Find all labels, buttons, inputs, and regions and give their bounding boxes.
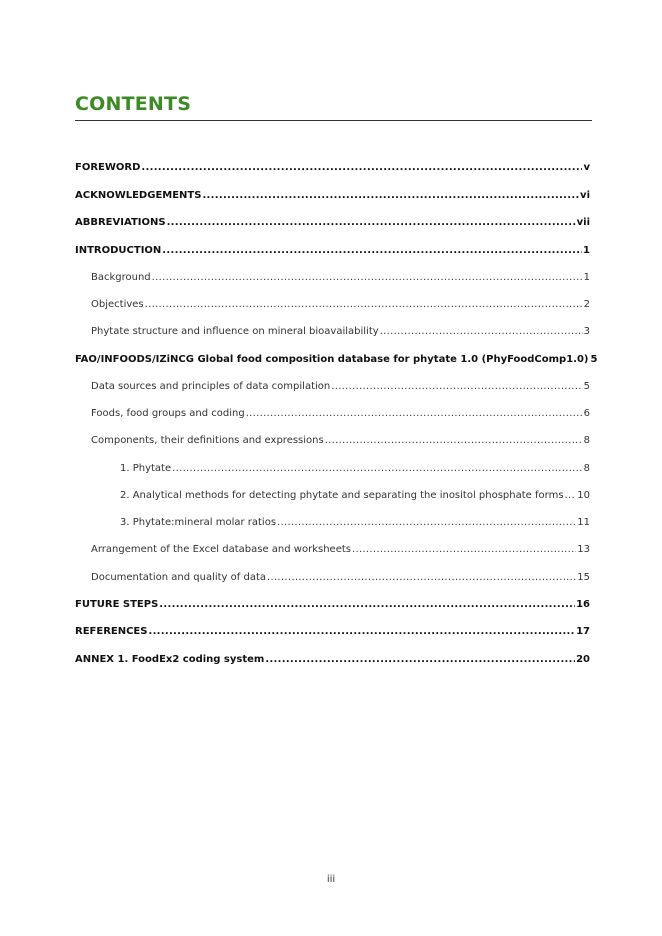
dot-leader — [267, 571, 576, 584]
toc-entry-components[interactable] — [91, 434, 590, 447]
toc-entry-page: 3 — [583, 326, 590, 337]
dot-leader — [352, 543, 576, 556]
toc-entry-molar-ratios[interactable] — [120, 516, 590, 529]
toc-entry-abbreviations[interactable] — [75, 216, 590, 229]
toc-entry-excel-arrangement[interactable] — [91, 543, 590, 556]
toc-entry-foods-coding[interactable] — [91, 407, 590, 420]
dot-leader — [380, 325, 583, 338]
toc-entry-page: 2 — [583, 299, 590, 310]
dot-leader — [152, 271, 583, 284]
dot-leader — [148, 625, 575, 638]
toc-entry-phyfoodcomp[interactable] — [75, 353, 598, 366]
toc-entry-page: 1 — [583, 245, 590, 256]
toc-entry-page: 6 — [583, 408, 590, 419]
dot-leader — [145, 298, 583, 311]
page-title: CONTENTS — [75, 93, 192, 115]
toc-entry-label: ABBREVIATIONS — [75, 217, 166, 228]
toc-entry-label: ACKNOWLEDGEMENTS — [75, 190, 202, 201]
toc-entry-label: REFERENCES — [75, 626, 148, 637]
dot-leader — [331, 380, 582, 393]
toc-entry-label: 3. Phytate:mineral molar ratios — [120, 517, 277, 528]
toc-entry-label: 2. Analytical methods for detecting phytate and separating the inositol phosphate forms — [120, 490, 564, 501]
toc-entry-page: 11 — [577, 517, 590, 528]
toc-entry-page: 15 — [577, 572, 590, 583]
toc-entry-label: Arrangement of the Excel database and worksheets — [91, 544, 351, 555]
toc-entry-label: ANNEX 1. FoodEx2 coding system — [75, 654, 265, 665]
dot-leader — [167, 216, 576, 229]
dot-leader — [246, 407, 583, 420]
dot-leader — [202, 189, 579, 202]
toc-entry-foreword[interactable] — [75, 161, 590, 174]
toc-entry-label: Data sources and principles of data compilation — [91, 381, 331, 392]
toc-entry-label: Foods, food groups and coding — [91, 408, 245, 419]
dot-leader — [265, 653, 575, 666]
toc-entry-future-steps[interactable] — [75, 598, 590, 611]
toc-entry-background[interactable] — [91, 271, 590, 284]
toc-entry-page: 16 — [576, 599, 590, 610]
toc-entry-phytate-structure[interactable] — [91, 325, 590, 338]
toc-entry-annex-1[interactable] — [75, 653, 590, 666]
dot-leader — [172, 462, 582, 475]
page-number-footer: iii — [326, 874, 336, 885]
toc-entry-label: FUTURE STEPS — [75, 599, 159, 610]
toc-entry-label: 1. Phytate — [120, 463, 172, 474]
toc-entry-page: 17 — [576, 626, 590, 637]
dot-leader — [325, 434, 583, 447]
dot-leader — [159, 598, 575, 611]
toc-entry-objectives[interactable] — [91, 298, 590, 311]
toc-entry-label: Phytate structure and influence on mineral bioavailability — [91, 326, 379, 337]
toc-entry-label: Objectives — [91, 299, 144, 310]
toc-entry-label: Background — [91, 272, 151, 283]
dot-leader — [162, 244, 582, 257]
toc-entry-label: FOREWORD — [75, 162, 141, 173]
dot-leader — [277, 516, 576, 529]
toc-entry-phytate[interactable] — [120, 462, 590, 475]
toc-entry-documentation[interactable] — [91, 571, 590, 584]
toc-entry-page: 5 — [590, 354, 598, 365]
toc-entry-page: 10 — [577, 490, 590, 501]
toc-entry-introduction[interactable] — [75, 244, 590, 257]
toc-entry-label: INTRODUCTION — [75, 245, 162, 256]
toc-entry-page: 5 — [583, 381, 590, 392]
toc-entry-data-sources[interactable] — [91, 380, 590, 393]
toc-entry-acknowledgements[interactable] — [75, 189, 590, 202]
dot-leader — [141, 161, 582, 174]
dot-leader — [565, 489, 577, 502]
toc-entry-page: 13 — [577, 544, 590, 555]
toc-entry-page: vii — [576, 217, 590, 228]
toc-entry-page: 8 — [583, 435, 590, 446]
toc-entry-page: 20 — [576, 654, 590, 665]
toc-entry-page: 1 — [583, 272, 590, 283]
toc-entry-page: vi — [580, 190, 590, 201]
toc-entry-label: Components, their definitions and expressions — [91, 435, 324, 446]
toc-entry-analytical-methods[interactable] — [120, 489, 590, 502]
toc-entry-label: Documentation and quality of data — [91, 572, 266, 583]
toc-entry-label: FAO/INFOODS/IZiNCG Global food composition database for phytate 1.0 (PhyFoodComp1.0) — [75, 354, 589, 365]
toc-entry-page: v — [583, 162, 590, 173]
toc-entry-references[interactable] — [75, 625, 590, 638]
toc-entry-page: 8 — [583, 463, 590, 474]
